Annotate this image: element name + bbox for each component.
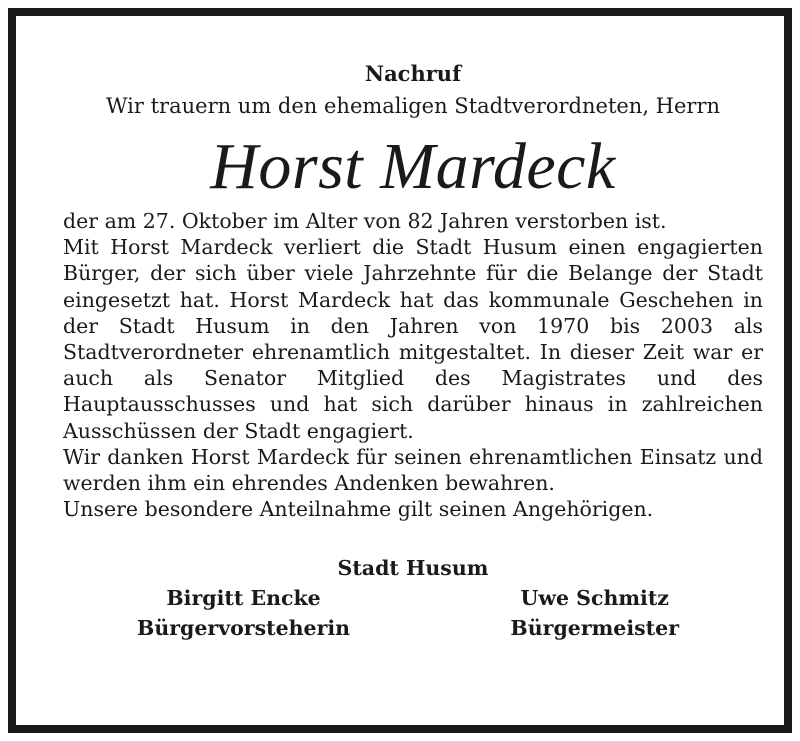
signature-organization: Stadt Husum: [337, 556, 489, 581]
deceased-name: Horst Mardeck: [210, 130, 616, 203]
signer-right: [510, 583, 679, 643]
paragraph-tribute: Mit Horst Mardeck verliert die Stadt Husum einen engagierten Bürger, der sich über viele Jahrzehnte für die Belange der Stadt eingesetzt hat. Horst Mardeck hat das kommunale Geschehen in der Stadt Husum in den Jahren von 1970 bis 2003 als Stadtverordneter ehrenamtlich mitgestaltet. In dieser Zeit war er auch als Senator Mitglied des Magistrates und des Hauptausschusses und hat sich darüber hinaus in zahlreichen Ausschüssen der Stadt engagiert.: [63, 235, 763, 443]
signer-name: Uwe Schmitz: [520, 586, 669, 611]
signature-row: [63, 583, 763, 643]
paragraph-condolence: Unsere besondere Anteilnahme gilt seinen Angehörigen.: [63, 497, 654, 522]
paragraph-thanks: Wir danken Horst Mardeck für seinen ehrenamtlichen Einsatz und werden ihm ein ehrendes Andenken bewahren.: [63, 444, 763, 496]
signer-title: Bürgermeister: [510, 616, 679, 641]
notice-intro: Wir trauern um den ehemaligen Stadtverordneten, Herrn: [105, 94, 721, 118]
notice-body: [63, 208, 763, 522]
notice-heading: Nachruf: [364, 61, 462, 86]
signature-block: [63, 553, 763, 643]
signer-name: Birgitt Encke: [166, 586, 321, 611]
notice-frame: [8, 8, 792, 733]
signer-title: Bürgervorsteherin: [137, 616, 351, 641]
notice-content: [63, 50, 763, 643]
paragraph-death-date: der am 27. Oktober im Alter von 82 Jahren verstorben ist.: [63, 209, 667, 233]
signer-left: [137, 583, 350, 643]
